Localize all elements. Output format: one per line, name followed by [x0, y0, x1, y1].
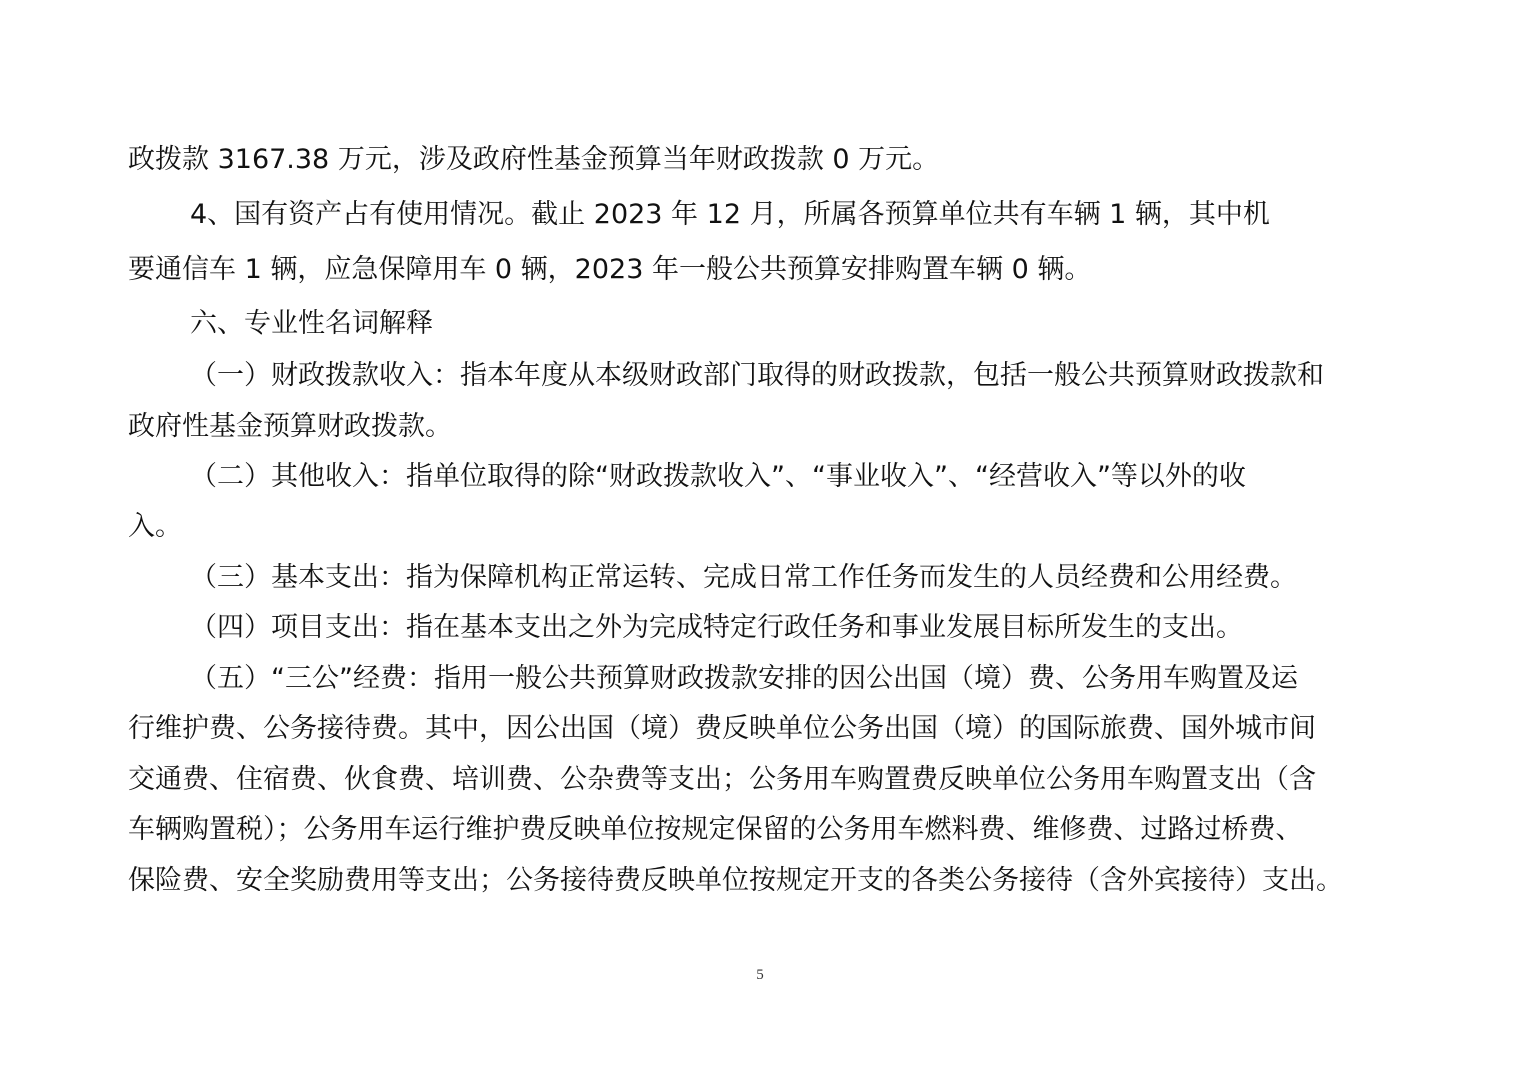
paragraph-line: 车辆购置税）；公务用车运行维护费反映单位按规定保留的公务用车燃料费、维修费、过路过桥费、 [128, 814, 1303, 845]
paragraph-line: 行维护费、公务接待费。其中，因公出国（境）费反映单位公务出国（境）的国际旅费、国外城市间 [128, 713, 1316, 744]
paragraph-line: 政府性基金预算财政拨款。 [128, 411, 452, 442]
paragraph-line: 保险费、安全奖励费用等支出；公务接待费反映单位按规定开支的各类公务接待（含外宾接待）支出。 [128, 865, 1343, 896]
paragraph-line: 交通费、住宿费、伙食费、培训费、公杂费等支出；公务用车购置费反映单位公务用车购置支出（含 [128, 764, 1316, 795]
paragraph-line: （二）其他收入：指单位取得的除“财政拨款收入”、“事业收入”、“经营收入”等以外的收 [190, 461, 1246, 492]
paragraph-line: 4、国有资产占有使用情况。截止 2023 年 12 月，所属各预算单位共有车辆 1 辆，其中机 [190, 199, 1270, 230]
paragraph-line: （三）基本支出：指为保障机构正常运转、完成日常工作任务而发生的人员经费和公用经费。 [190, 562, 1297, 593]
paragraph-line: （四）项目支出：指在基本支出之外为完成特定行政任务和事业发展目标所发生的支出。 [190, 612, 1243, 643]
paragraph-line: （一）财政拨款收入：指本年度从本级财政部门取得的财政拨款，包括一般公共预算财政拨款和 [190, 360, 1324, 391]
section-heading: 六、专业性名词解释 [190, 308, 433, 339]
paragraph-line: 入。 [128, 511, 182, 542]
paragraph-line: （五）“三公”经费：指用一般公共预算财政拨款安排的因公出国（境）费、公务用车购置及运 [190, 663, 1298, 694]
page-number: 5 [756, 967, 764, 983]
paragraph-line: 政拨款 3167.38 万元，涉及政府性基金预算当年财政拨款 0 万元。 [128, 144, 940, 175]
paragraph-line: 要通信车 1 辆，应急保障用车 0 辆，2023 年一般公共预算安排购置车辆 0 辆。 [128, 254, 1092, 285]
